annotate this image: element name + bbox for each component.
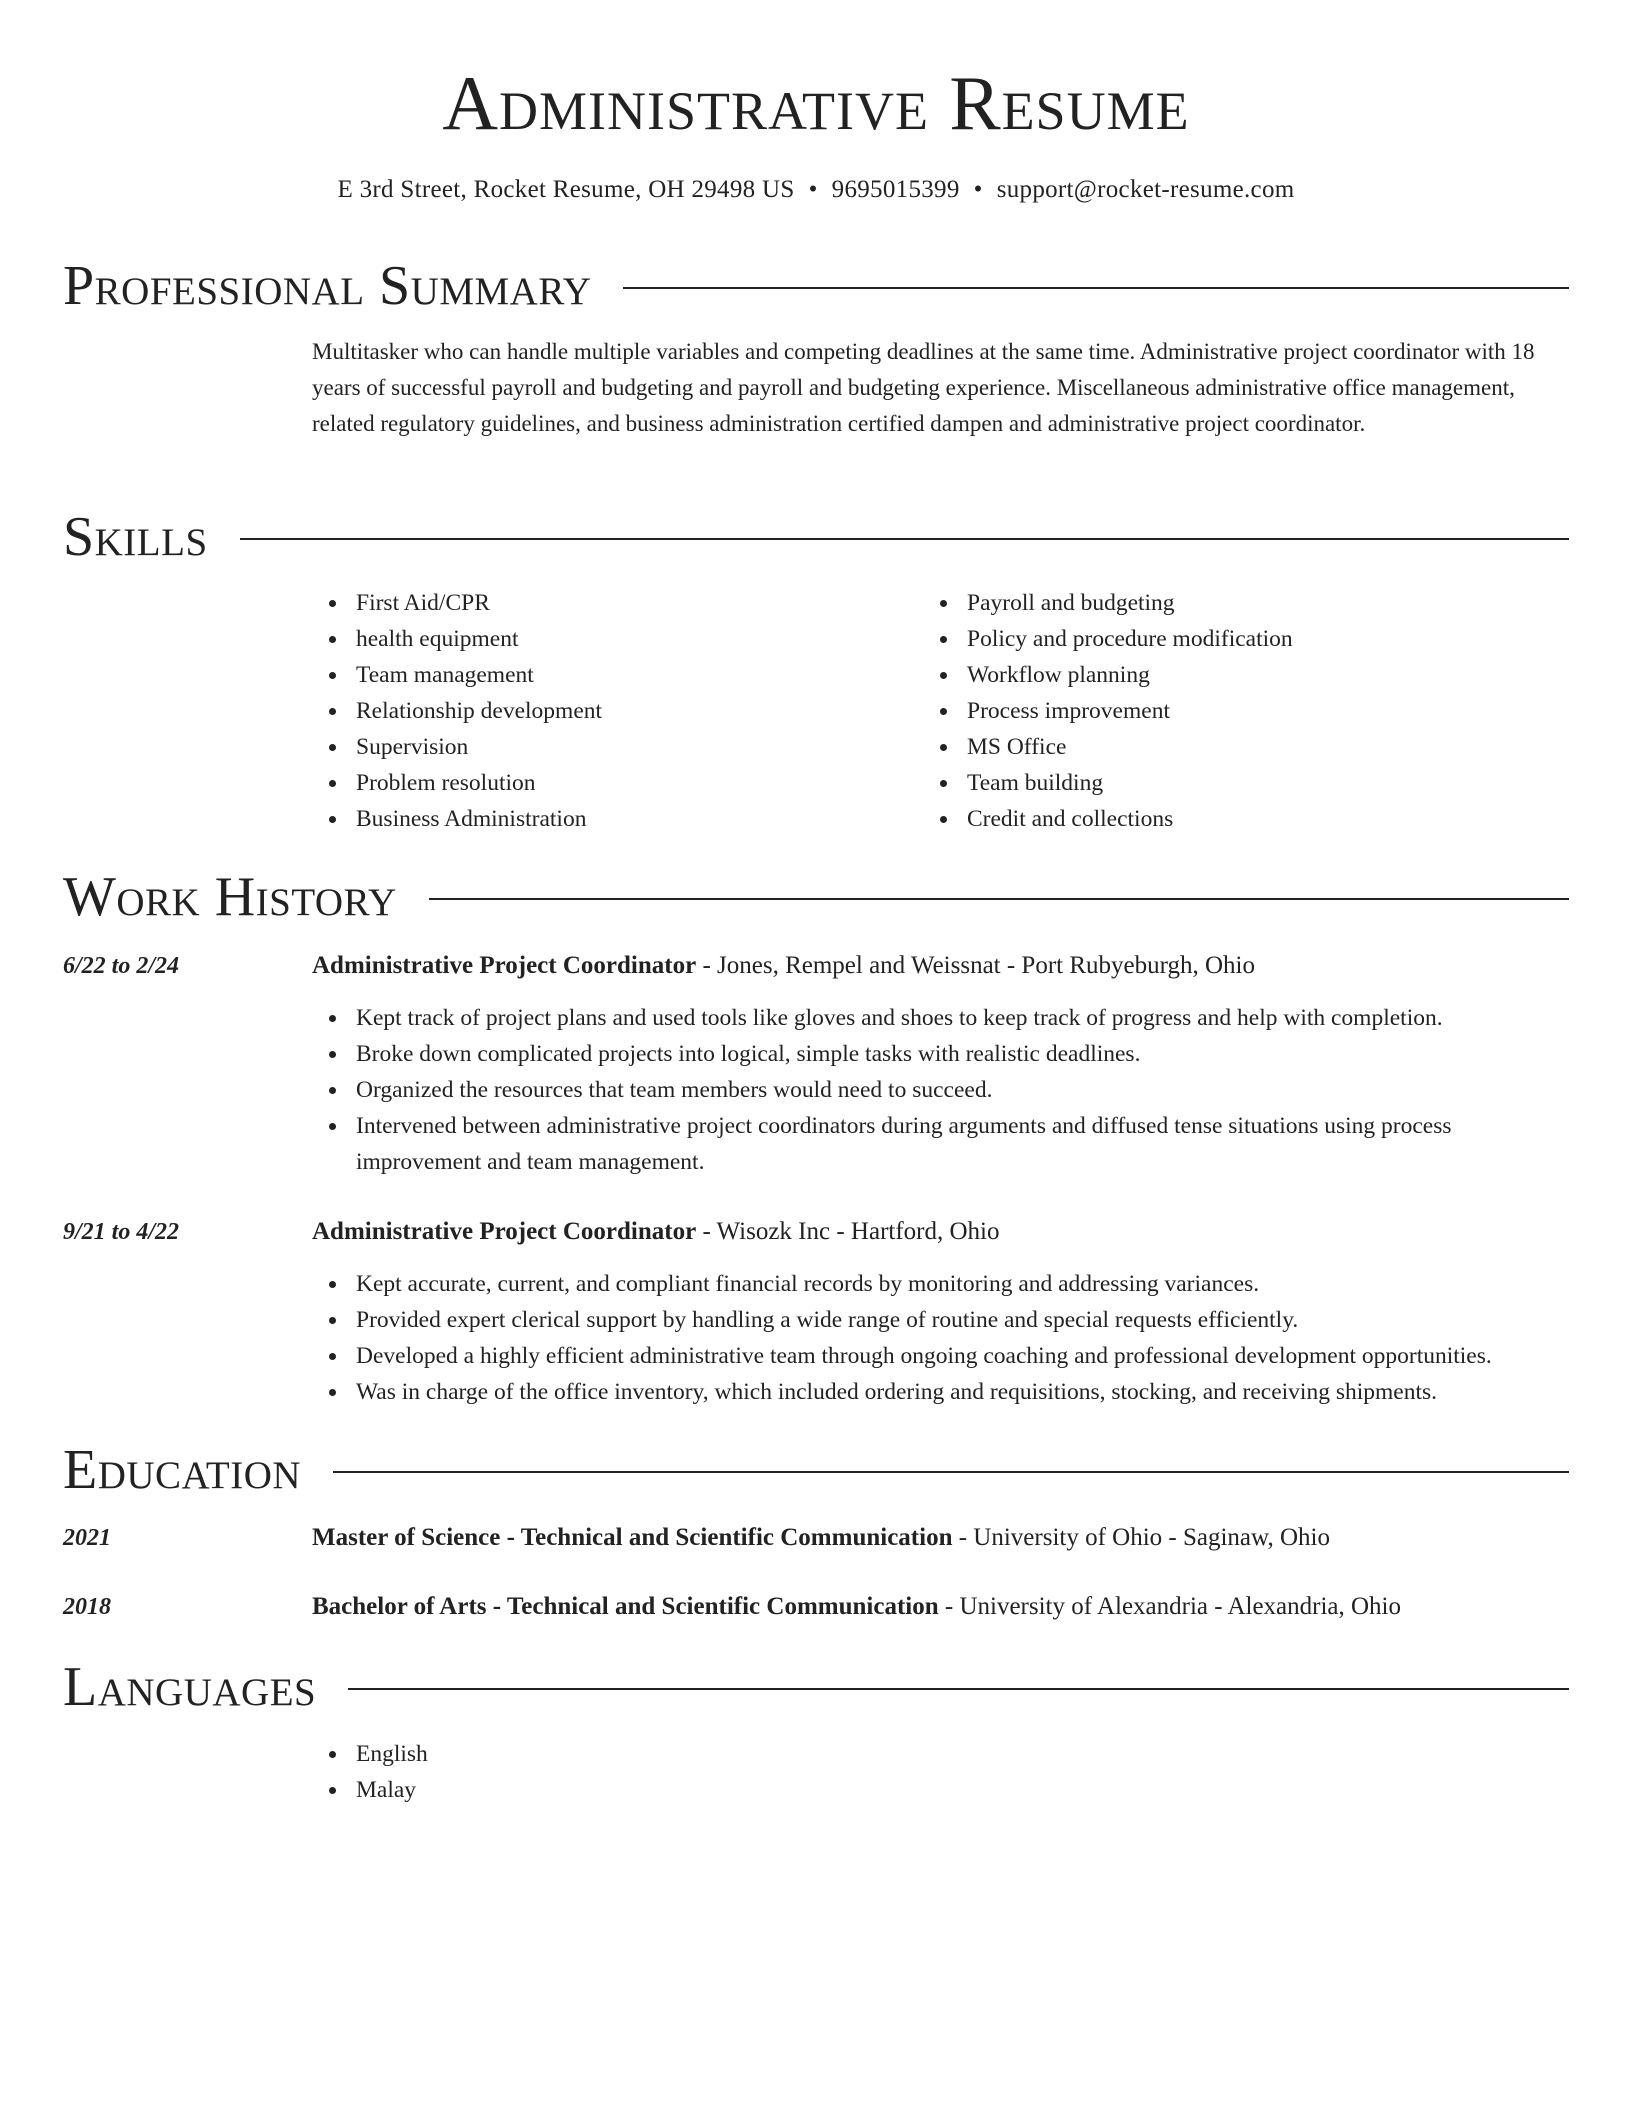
skill-item: Team building	[923, 765, 1534, 801]
contact-phone: 9695015399	[831, 176, 960, 203]
skill-item: Problem resolution	[312, 765, 923, 801]
section-title: Education	[63, 1439, 302, 1501]
job-bullet: Organized the resources that team members would need to succeed.	[312, 1072, 1560, 1108]
job-bullet: Intervened between administrative project coordinators during arguments and diffused tense situations using process improvement and team management.	[312, 1108, 1560, 1180]
skill-item: First Aid/CPR	[312, 585, 923, 621]
skill-item: Credit and collections	[923, 801, 1534, 837]
summary-text: Multitasker who can handle multiple variables and competing deadlines at the same time. Administrative project coordinator with 18 years of successful payroll and budgeting and payroll and budgeting experience. Miscellaneous administrative office management, related regulatory guidelines, and business administration certified dampen and administrative project coordinator.	[312, 339, 1535, 436]
education-degree: Bachelor of Arts - Technical and Scientific Communication	[312, 1593, 939, 1620]
education-school: - University of Alexandria - Alexandria, Ohio	[938, 1593, 1402, 1620]
section-divider	[240, 538, 1569, 540]
job-company: - Wisozk Inc - Hartford, Ohio	[696, 1218, 1000, 1245]
summary-body	[312, 334, 1560, 442]
language-item: Malay	[312, 1772, 1560, 1808]
job-role: Administrative Project Coordinator	[312, 952, 697, 979]
skill-item: Process improvement	[923, 693, 1534, 729]
job-entry	[312, 948, 1560, 1180]
education-line	[312, 1589, 1560, 1625]
contact-address: E 3rd Street, Rocket Resume, OH 29498 US	[337, 176, 795, 203]
contact-line	[0, 172, 1632, 208]
skills-body	[312, 585, 1560, 837]
job-entry	[312, 1214, 1560, 1410]
job-bullets	[312, 1000, 1560, 1180]
skill-item: health equipment	[312, 621, 923, 657]
job-title-line	[312, 948, 1560, 984]
languages-section-header	[63, 1655, 1569, 1719]
section-divider	[623, 287, 1569, 289]
languages-body	[312, 1736, 1560, 1808]
summary-section-header	[63, 254, 1569, 318]
education-year: 2018	[63, 1594, 111, 1620]
skill-item: Team management	[312, 657, 923, 693]
job-company: - Jones, Rempel and Weissnat - Port Rubyeburgh, Ohio	[696, 952, 1256, 979]
job-bullet: Provided expert clerical support by handling a wide range of routine and special requests efficiently.	[312, 1302, 1560, 1338]
skill-item: Workflow planning	[923, 657, 1534, 693]
skills-section-header	[63, 505, 1569, 569]
job-bullet: Was in charge of the office inventory, which included ordering and requisitions, stocking, and receiving shipments.	[312, 1374, 1560, 1410]
skill-item: Business Administration	[312, 801, 923, 837]
languages-list	[312, 1736, 1560, 1808]
resume-name: Administrative Resume	[442, 60, 1190, 146]
skills-column-left	[312, 585, 923, 837]
contact-email: support@rocket-resume.com	[996, 176, 1295, 203]
section-divider	[348, 1688, 1569, 1690]
language-item: English	[312, 1736, 1560, 1772]
job-bullets	[312, 1266, 1560, 1410]
section-divider	[429, 898, 1569, 900]
section-title: Skills	[63, 506, 208, 568]
skills-column-right	[923, 585, 1534, 837]
job-dates: 9/21 to 4/22	[63, 1219, 180, 1245]
job-bullet: Broke down complicated projects into logical, simple tasks with realistic deadlines.	[312, 1036, 1560, 1072]
job-bullet: Kept accurate, current, and compliant financial records by monitoring and addressing variances.	[312, 1266, 1560, 1302]
section-title: Languages	[63, 1656, 317, 1718]
skill-item: MS Office	[923, 729, 1534, 765]
skill-item: Policy and procedure modification	[923, 621, 1534, 657]
section-divider	[333, 1471, 1569, 1473]
skill-item: Relationship development	[312, 693, 923, 729]
job-role: Administrative Project Coordinator	[312, 1218, 697, 1245]
education-entry	[312, 1520, 1560, 1556]
education-section-header	[63, 1438, 1569, 1502]
skill-item: Payroll and budgeting	[923, 585, 1534, 621]
education-school: - University of Ohio - Saginaw, Ohio	[952, 1524, 1330, 1551]
contact-separator: •	[808, 176, 818, 203]
section-title: Work History	[63, 866, 397, 928]
education-entry	[312, 1589, 1560, 1625]
job-bullet: Kept track of project plans and used tools like gloves and shoes to keep track of progress and help with completion.	[312, 1000, 1560, 1036]
contact-separator: •	[973, 176, 983, 203]
skills-grid	[312, 585, 1560, 837]
education-line	[312, 1520, 1560, 1556]
job-bullet: Developed a highly efficient administrative team through ongoing coaching and professional development opportunities.	[312, 1338, 1560, 1374]
section-title: Professional Summary	[63, 255, 592, 317]
skill-item: Supervision	[312, 729, 923, 765]
work-section-header	[63, 865, 1569, 929]
job-dates: 6/22 to 2/24	[63, 953, 180, 979]
education-year: 2021	[63, 1525, 111, 1551]
education-degree: Master of Science - Technical and Scientific Communication	[312, 1524, 953, 1551]
job-title-line	[312, 1214, 1560, 1250]
